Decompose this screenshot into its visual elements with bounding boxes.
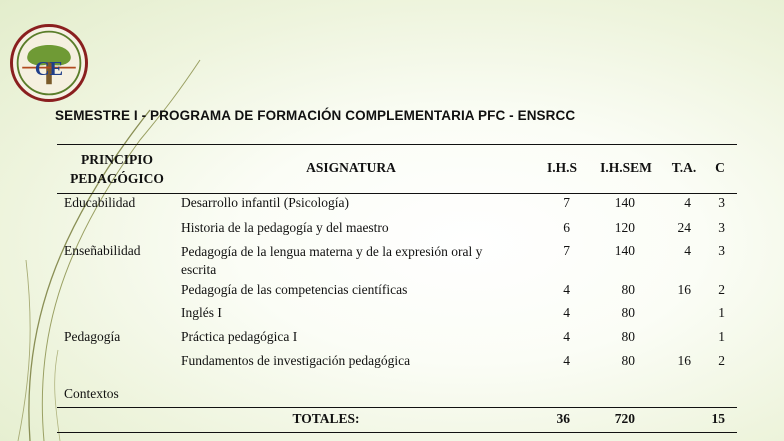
table-row-ta: 4 bbox=[684, 243, 691, 258]
totals-ihsem: 720 bbox=[614, 411, 635, 426]
table-row-c: 2 bbox=[718, 282, 725, 297]
table-totals-rule bbox=[57, 407, 737, 408]
table-row-ihsem: 80 bbox=[621, 329, 635, 344]
table-top-rule bbox=[57, 144, 737, 145]
table-row-subject: Pedagogía de las competencias científicas bbox=[181, 282, 408, 297]
table-row-ihsem: 140 bbox=[614, 195, 635, 210]
table-row-ihs: 4 bbox=[563, 353, 570, 368]
totals-ihs: 36 bbox=[556, 411, 570, 426]
header-principle bbox=[62, 150, 172, 188]
table-row-ihsem: 140 bbox=[614, 243, 635, 258]
table-row-subject: Práctica pedagógica I bbox=[181, 329, 298, 344]
principle-pedagogia: Pedagogía bbox=[64, 329, 121, 344]
table-row-ihs: 4 bbox=[563, 282, 570, 297]
header-ihsem: I.H.SEM bbox=[600, 160, 652, 175]
table-row-ta: 16 bbox=[677, 282, 691, 297]
totals-c: 15 bbox=[711, 411, 725, 426]
table-row-c: 1 bbox=[718, 329, 725, 344]
table-row-c: 1 bbox=[718, 305, 725, 320]
table-row-ta: 24 bbox=[677, 220, 691, 235]
table-row-subject: Inglés I bbox=[181, 305, 222, 320]
header-ihs: I.H.S bbox=[546, 160, 577, 175]
header-c: C bbox=[715, 160, 725, 175]
table-row-ihs: 4 bbox=[563, 329, 570, 344]
totals-label: TOTALES: bbox=[292, 411, 360, 426]
header-principle-line2: PEDAGÓGICO bbox=[70, 171, 164, 186]
table-row-ihsem: 120 bbox=[614, 220, 635, 235]
table-row-c: 3 bbox=[718, 220, 725, 235]
header-principle-line1: PRINCIPIO bbox=[80, 152, 153, 167]
table-row-subject: Desarrollo infantil (Psicología) bbox=[181, 195, 349, 210]
header-ta: T.A. bbox=[671, 160, 697, 175]
table-row-ihsem: 80 bbox=[621, 305, 635, 320]
table-row-ihs: 7 bbox=[563, 243, 570, 258]
logo-text: CE bbox=[34, 58, 64, 80]
principle-contextos: Contextos bbox=[64, 386, 119, 401]
principle-educabilidad: Educabilidad bbox=[64, 195, 136, 210]
table-bottom-rule bbox=[57, 432, 737, 433]
table-row-ihs: 7 bbox=[563, 195, 570, 210]
table-row-ihsem: 80 bbox=[621, 282, 635, 297]
principle-ensenabilidad: Enseñabilidad bbox=[64, 243, 141, 258]
table-row-ta: 16 bbox=[677, 353, 691, 368]
table-row-ihs: 6 bbox=[563, 220, 570, 235]
table-row-subject: Fundamentos de investigación pedagógica bbox=[181, 353, 411, 368]
table-row-ihsem: 80 bbox=[621, 353, 635, 368]
institution-logo bbox=[10, 24, 88, 102]
table-row-ihs: 4 bbox=[563, 305, 570, 320]
header-subject: ASIGNATURA bbox=[306, 160, 396, 175]
table-row-c: 3 bbox=[718, 195, 725, 210]
page-title: SEMESTRE I - PROGRAMA DE FORMACIÓN COMPLEMENTARIA PFC - ENSRCC bbox=[55, 108, 576, 123]
table-row-subject: Pedagogía de la lengua materna y de la expresión oral y escrita bbox=[181, 244, 483, 277]
table-row-c: 3 bbox=[718, 243, 725, 258]
table-row-ta: 4 bbox=[684, 195, 691, 210]
table-header-rule bbox=[57, 193, 737, 194]
table-row-subject: Historia de la pedagogía y del maestro bbox=[181, 220, 389, 235]
table-row-c: 2 bbox=[718, 353, 725, 368]
